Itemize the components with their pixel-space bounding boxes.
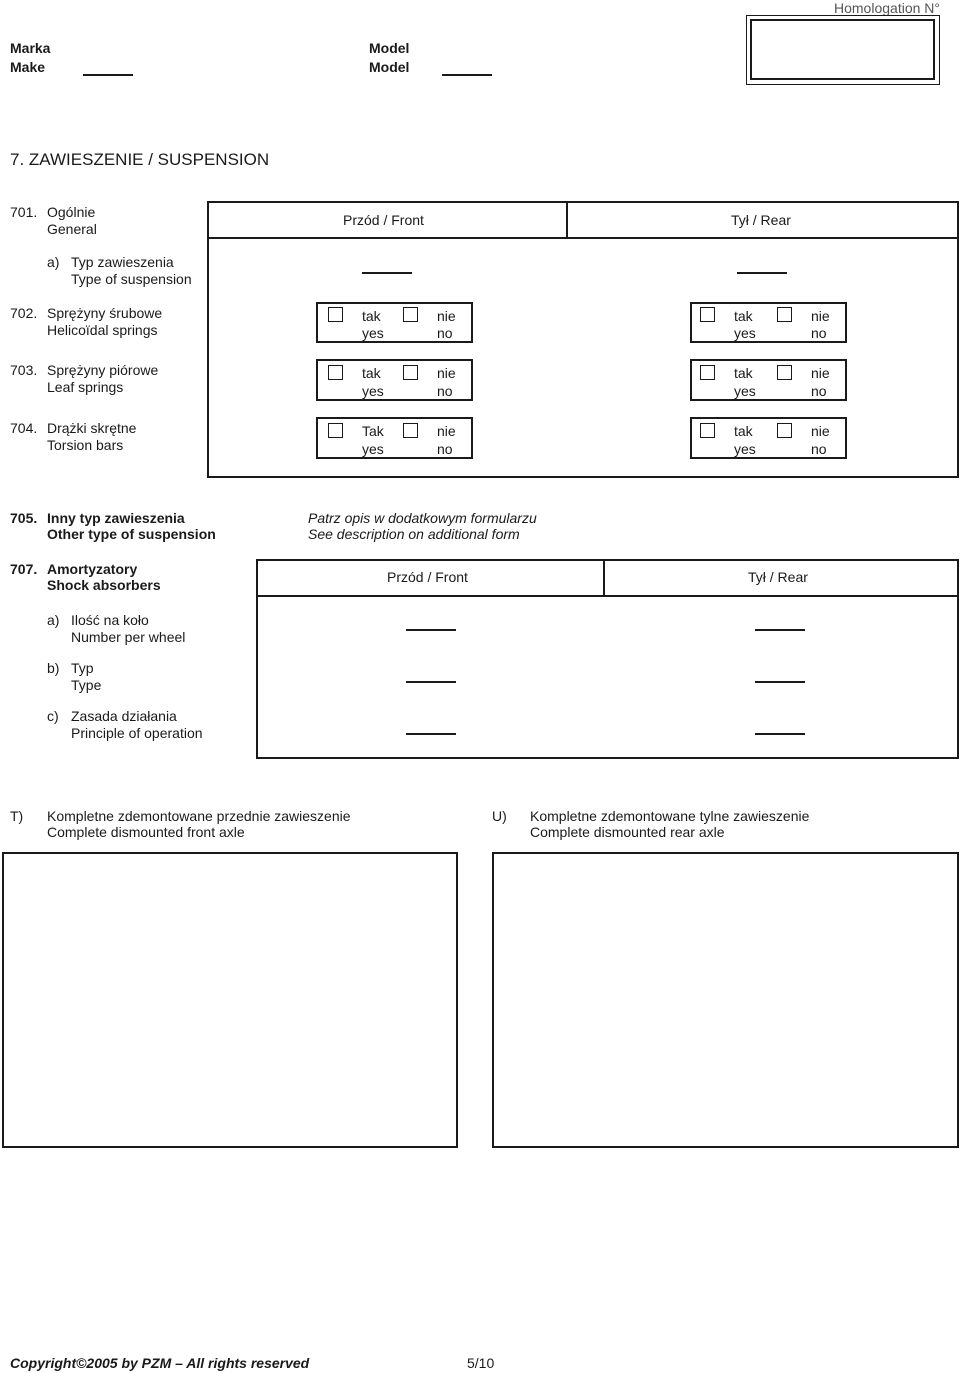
item-705-number: 705. — [10, 510, 38, 526]
item-a-label-pl: Typ zawieszenia — [71, 254, 174, 270]
item-705-label-pl: Inny typ zawieszenia — [47, 510, 185, 526]
shock-row-c-label-en: Principle of operation — [71, 725, 203, 741]
rear-703-yes-en: yes — [734, 383, 756, 399]
photo-t-label-en: Complete dismounted front axle — [47, 824, 245, 840]
item-702-label-pl: Sprężyny śrubowe — [47, 305, 163, 321]
shock-front-type-field[interactable] — [406, 681, 456, 683]
rear-suspension-type-field[interactable] — [737, 272, 787, 274]
photo-u-label-en: Complete dismounted rear axle — [530, 824, 725, 840]
rear-702-yes-checkbox[interactable] — [700, 307, 715, 322]
rear-702-no-checkbox[interactable] — [777, 307, 792, 322]
shock-row-b-label-en: Type — [71, 677, 102, 693]
front-703-yes-pl: tak — [362, 365, 381, 381]
front-702-yes-pl: tak — [362, 308, 381, 324]
footer-copyright: Copyright©2005 by PZM – All rights reserved — [10, 1355, 310, 1371]
item-707-number: 707. — [10, 561, 38, 577]
item-704-number: 704. — [10, 420, 38, 436]
rear-704-no-en: no — [811, 441, 827, 457]
front-703-no-checkbox[interactable] — [403, 365, 418, 380]
front-702-yes-en: yes — [362, 325, 384, 341]
shock-rear-type-field[interactable] — [755, 681, 805, 683]
rear-702-no-pl: nie — [811, 308, 830, 324]
shock-table-header-divider — [256, 595, 959, 597]
rear-703-no-en: no — [811, 383, 827, 399]
make-label-en: Make — [10, 59, 46, 75]
front-header: Przód / Front — [343, 212, 424, 228]
shock-row-a-label-en: Number per wheel — [71, 629, 186, 645]
item-a-label-en: Type of suspension — [71, 271, 192, 287]
photo-t-letter: T) — [10, 808, 24, 824]
item-702-number: 702. — [10, 305, 38, 321]
rear-703-yes-pl: tak — [734, 365, 753, 381]
front-704-yes-checkbox[interactable] — [328, 423, 343, 438]
model-label-en: Model — [369, 59, 410, 75]
model-field-line[interactable] — [442, 74, 492, 76]
front-704-no-en: no — [437, 441, 453, 457]
item-704-label-en: Torsion bars — [47, 437, 124, 453]
item-707-label-pl: Amortyzatory — [47, 561, 138, 577]
front-704-no-checkbox[interactable] — [403, 423, 418, 438]
item-705-note-pl: Patrz opis w dodatkowym formularzu — [308, 510, 537, 526]
section-title: 7. ZAWIESZENIE / SUSPENSION — [10, 150, 270, 169]
homologation-number-field[interactable] — [750, 19, 935, 80]
rear-702-yes-en: yes — [734, 325, 756, 341]
front-702-no-en: no — [437, 325, 453, 341]
item-701-label-en: General — [47, 221, 97, 237]
front-axle-photo-box[interactable] — [2, 852, 458, 1148]
shock-rear-number-field[interactable] — [755, 629, 805, 631]
front-704-yes-en: yes — [362, 441, 384, 457]
item-703-number: 703. — [10, 362, 38, 378]
shock-front-principle-field[interactable] — [406, 733, 456, 735]
shock-rear-principle-field[interactable] — [755, 733, 805, 735]
front-702-no-pl: nie — [437, 308, 456, 324]
front-703-no-en: no — [437, 383, 453, 399]
rear-703-no-checkbox[interactable] — [777, 365, 792, 380]
rear-702-yes-pl: tak — [734, 308, 753, 324]
item-705-label-en: Other type of suspension — [47, 526, 216, 542]
shock-row-a-label-pl: Ilość na koło — [71, 612, 149, 628]
shock-row-c-letter: c) — [47, 708, 59, 724]
item-703-label-en: Leaf springs — [47, 379, 124, 395]
suspension-table-header-divider — [207, 237, 959, 239]
rear-704-no-pl: nie — [811, 423, 830, 439]
homologation-label: Homologation N° — [834, 0, 940, 16]
rear-header: Tył / Rear — [731, 212, 791, 228]
item-701-number: 701. — [10, 204, 38, 220]
shock-row-a-letter: a) — [47, 612, 60, 628]
footer-page-number: 5/10 — [467, 1355, 495, 1371]
photo-u-label-pl: Kompletne zdemontowane tylne zawieszenie — [530, 808, 810, 824]
model-label-pl: Model — [369, 40, 410, 56]
rear-axle-photo-box[interactable] — [492, 852, 959, 1148]
rear-704-yes-pl: tak — [734, 423, 753, 439]
rear-704-yes-en: yes — [734, 441, 756, 457]
front-702-yes-checkbox[interactable] — [328, 307, 343, 322]
suspension-table-column-divider — [566, 201, 568, 238]
make-field-line[interactable] — [83, 74, 133, 76]
rear-704-no-checkbox[interactable] — [777, 423, 792, 438]
item-703-label-pl: Sprężyny piórowe — [47, 362, 159, 378]
front-703-yes-en: yes — [362, 383, 384, 399]
item-702-label-en: Helicoïdal springs — [47, 322, 158, 338]
front-703-yes-checkbox[interactable] — [328, 365, 343, 380]
rear-702-no-en: no — [811, 325, 827, 341]
shock-absorbers-table-frame — [256, 559, 959, 759]
item-705-note-en: See description on additional form — [308, 526, 520, 542]
shock-row-b-letter: b) — [47, 660, 60, 676]
photo-t-label-pl: Kompletne zdemontowane przednie zawieszenie — [47, 808, 351, 824]
item-701-label-pl: Ogólnie — [47, 204, 96, 220]
front-702-no-checkbox[interactable] — [403, 307, 418, 322]
item-a-letter: a) — [47, 254, 60, 270]
shock-table-column-divider — [603, 559, 605, 596]
rear-703-yes-checkbox[interactable] — [700, 365, 715, 380]
front-704-yes-pl: Tak — [362, 423, 384, 439]
rear-704-yes-checkbox[interactable] — [700, 423, 715, 438]
front-suspension-type-field[interactable] — [362, 272, 412, 274]
item-707-label-en: Shock absorbers — [47, 577, 161, 593]
shock-front-number-field[interactable] — [406, 629, 456, 631]
make-label-pl: Marka — [10, 40, 51, 56]
front-704-no-pl: nie — [437, 423, 456, 439]
shock-row-b-label-pl: Typ — [71, 660, 94, 676]
front-703-no-pl: nie — [437, 365, 456, 381]
photo-u-letter: U) — [492, 808, 507, 824]
item-704-label-pl: Drążki skrętne — [47, 420, 137, 436]
rear-703-no-pl: nie — [811, 365, 830, 381]
shock-rear-header: Tył / Rear — [748, 569, 808, 585]
shock-row-c-label-pl: Zasada działania — [71, 708, 177, 724]
homologation-box-outer — [746, 15, 940, 85]
shock-front-header: Przód / Front — [387, 569, 468, 585]
